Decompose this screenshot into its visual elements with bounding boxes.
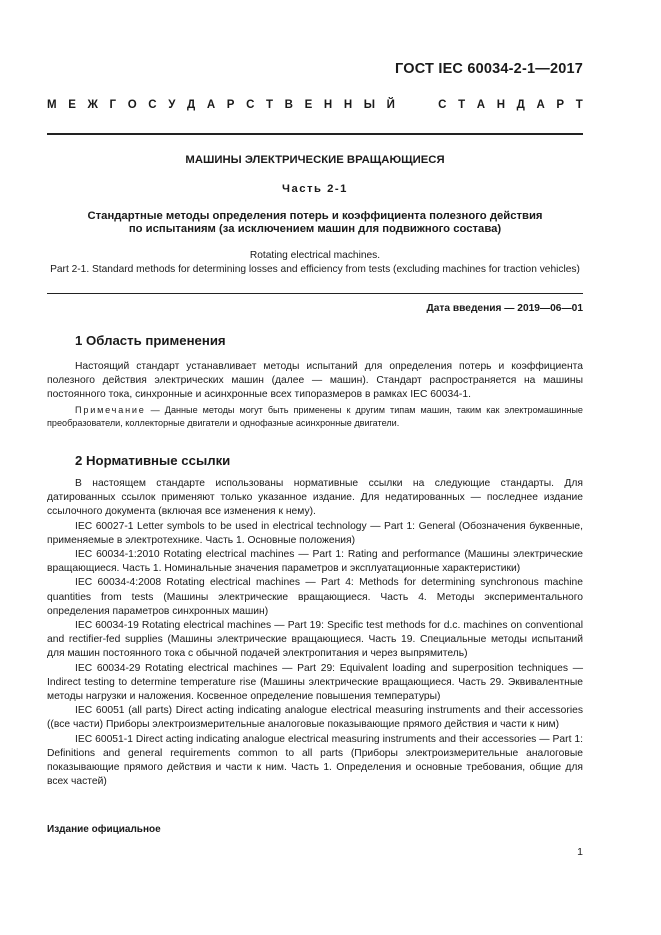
heading-letter: Н — [496, 99, 506, 111]
document-number: ГОСТ IEC 60034-2-1—2017 — [395, 61, 583, 77]
heading-letter: Н — [343, 99, 353, 111]
section-heading-scope: 1 Область применения — [75, 333, 226, 348]
reference-item: IEC 60027-1 Letter symbols to be used in electrical technology — Part 1: General (Обозначения буквенные, применяемые в электротехнике. Часть 1. Основные положения) — [47, 520, 583, 546]
heading-letter: С — [438, 99, 447, 111]
heading-letter: Д — [187, 99, 196, 111]
reference-item: IEC 60034-19 Rotating electrical machines — Part 19: Specific test methods for d.c. machines on conventional and rectifier-fed supplies (Машины электрические вращающиеся. Часть 19. Специальные методы испытаний для машин постоянного тока с обычной подачей электропитания и через выпрямитель) — [47, 620, 583, 660]
reference-item: IEC 60051-1 Direct acting indicating analogue electrical measuring instruments and their accessories — Part 1: Definitions and general requirements common to all parts (Приборы электроизмерительные аналоговые показывающие прямого действия и части к ним. Часть 1. Определения и основные требования, общие для всех частей) — [47, 733, 583, 788]
english-title-line: Part 2-1. Standard methods for determining losses and efficiency from tests (excluding machines for traction vehicles) — [50, 263, 580, 275]
scope-paragraph — [47, 360, 583, 403]
standard-type-heading — [47, 99, 583, 115]
reference-item: IEC 60034-1:2010 Rotating electrical machines — Part 1: Rating and performance (Машины электрические вращающиеся. Часть 1. Номинальные значения параметров и эксплуатационные характеристики) — [47, 549, 583, 575]
note-text: — Данные методы могут быть применены к другим типам машин, таким как электромашинные преобразователи, коллекторные двигатели и однофазные асинхронные двигатели. — [47, 405, 583, 428]
heading-letter: С — [148, 99, 157, 111]
english-title-line: Rotating electrical machines. — [249, 250, 381, 261]
heading-letter: М — [47, 99, 57, 111]
document-subtitle — [47, 210, 583, 236]
heading-letter: Е — [304, 99, 313, 111]
title-divider — [47, 293, 583, 294]
document-title: МАШИНЫ ЭЛЕКТРИЧЕСКИЕ ВРАЩАЮЩИЕСЯ — [185, 154, 445, 166]
paragraph: В настоящем стандарте использованы нормативные ссылки на следующие стандарты. Для датированных ссылок применяют только указанное издание. Для недатированных — последнее издание ссылочного документа (включая все изменения к нему). — [47, 478, 583, 518]
reference-item: IEC 60034-4:2008 Rotating electrical machines — Part 4: Methods for determining synchronous machine quantities from tests (Машины электрические вращающиеся. Часть 4. Методы экспериментального определения параметров синхронных машин) — [47, 577, 583, 617]
references-list — [47, 477, 583, 789]
document-part: Часть 2-1 — [282, 183, 348, 195]
heading-letter: Й — [386, 99, 395, 111]
heading-letter: Т — [458, 99, 466, 111]
reference-item: IEC 60051 (all parts) Direct acting indicating analogue electrical measuring instruments and their accessories ((все части) Приборы электроизмерительные аналоговые показывающие прямого действия и части к ним) — [47, 705, 583, 731]
heading-letter: А — [476, 99, 486, 111]
section-heading-references: 2 Нормативные ссылки — [75, 453, 231, 468]
heading-letter: Г — [109, 99, 117, 111]
word-gap — [407, 99, 427, 115]
reference-item: IEC 60034-29 Rotating electrical machines — Part 29: Equivalent loading and superposition techniques — Indirect testing to determine temperature rise (Машины электрические вращающиеся. Часть 29. Эквивалентные методы нагрузки и наложения. Косвенное определение повышения температуры) — [47, 662, 583, 703]
heading-letter: Т — [266, 99, 274, 111]
edition-label: Издание официальное — [47, 824, 161, 835]
heading-letter: У — [168, 99, 176, 111]
heading-letter: О — [127, 99, 137, 111]
heading-letter: Ж — [87, 99, 98, 111]
heading-letter: Е — [68, 99, 76, 111]
note-label: Примечание — [75, 405, 146, 415]
heading-letter: В — [284, 99, 293, 111]
heading-letter: А — [206, 99, 216, 111]
heading-letter: Р — [226, 99, 235, 111]
heading-letter: Р — [556, 99, 565, 111]
header-divider — [47, 133, 583, 135]
scope-note — [47, 404, 583, 430]
heading-letter: Ы — [363, 99, 376, 111]
paragraph: Настоящий стандарт устанавливает методы испытаний для определения потерь и коэффициента полезного действия электрических машин (далее — машин). Стандарт распространяется на машины постоянного тока, синхронные и асинхронные всех типоразмеров в рамках IEC 60034-1. — [47, 361, 583, 401]
note-paragraph — [47, 404, 583, 430]
heading-letter: Н — [323, 99, 333, 111]
heading-letter: С — [246, 99, 255, 111]
heading-letter: Т — [575, 99, 583, 111]
subtitle-line: по испытаниям (за исключением машин для подвижного состава) — [128, 223, 502, 235]
subtitle-line: Стандартные методы определения потерь и коэффициента полезного действия — [87, 210, 543, 222]
english-title — [47, 249, 583, 276]
introduction-date: Дата введения — 2019—06—01 — [426, 303, 583, 314]
heading-letter: А — [536, 99, 545, 111]
heading-letter: Д — [516, 99, 525, 111]
page-number: 1 — [577, 846, 583, 858]
